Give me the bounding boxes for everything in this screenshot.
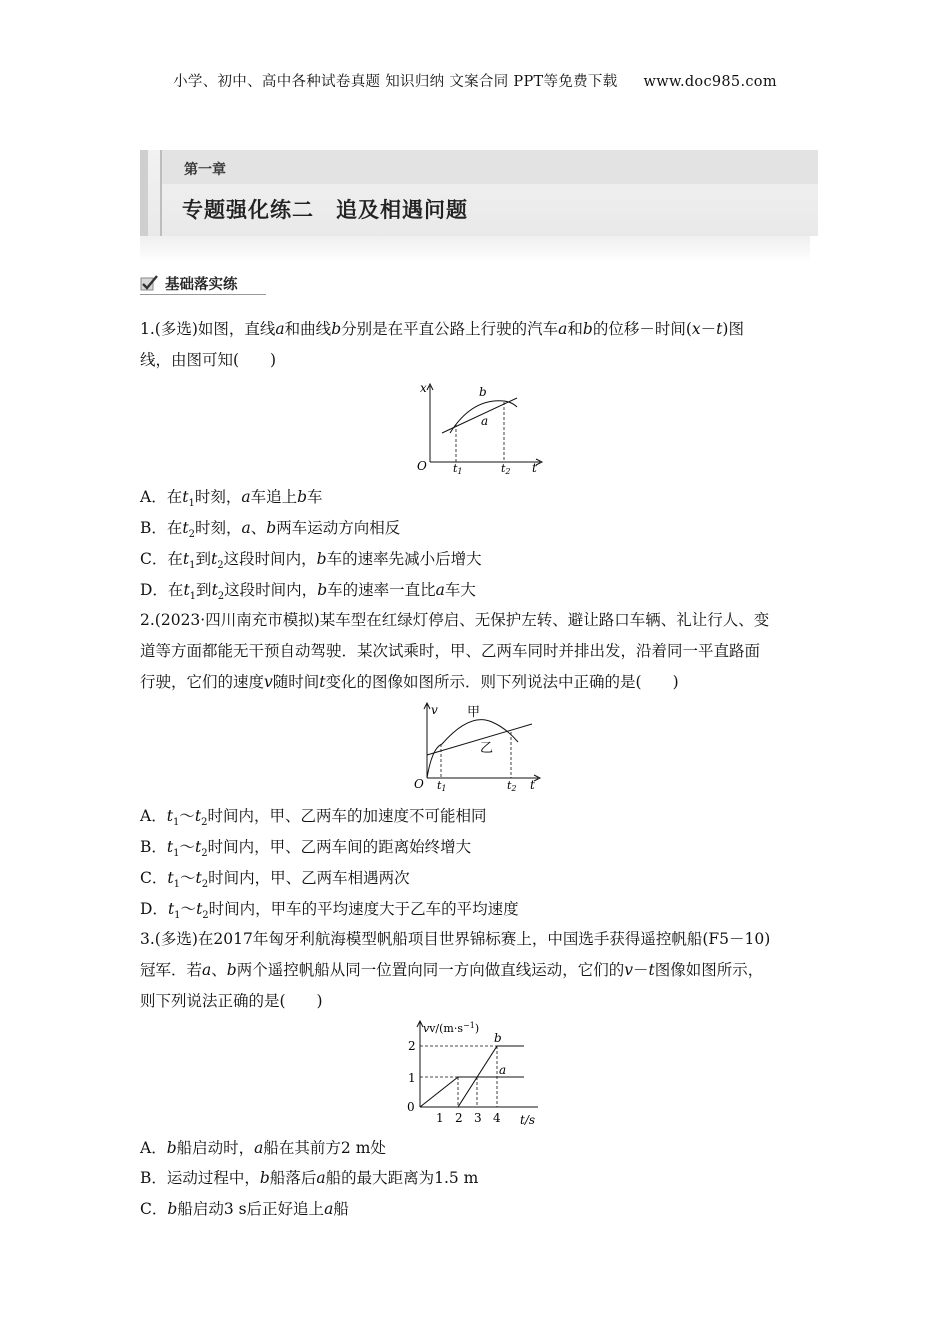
q3-line-b-label: b [494, 1031, 502, 1045]
q1-option-a[interactable]: A．在$t_1$时刻，a车追上b车 [140, 488, 323, 510]
q2-jia-label: 甲 [467, 705, 481, 720]
q1-origin: O [417, 459, 427, 473]
site-link[interactable]: www.doc985.com [643, 74, 777, 90]
q3-x-tick-4: 4 [493, 1111, 501, 1125]
q1-curve-b-label: b [479, 385, 487, 399]
q1-t1-label: t1 [453, 462, 463, 474]
section-label: 基础落实练 [165, 276, 238, 293]
banner-text: 小学、初中、高中各种试卷真题 知识归纳 文案合同 PPT等免费下载 [173, 74, 618, 90]
q1-stem: 1.(多选)如图，直线a和曲线b分别是在平直公路上行驶的汽车a和b的位移－时间(x－t)图 线，由图可知( ) [140, 320, 744, 369]
q3-line-a [420, 1077, 524, 1107]
q3-y-tick-0: 0 [407, 1100, 415, 1114]
q2-option-a[interactable]: A．$t_1\sim t_2$时间内，甲、乙两车的加速度不可能相同 [140, 807, 487, 829]
chapter-heading-box [140, 150, 818, 236]
q3-y-tick-2: 2 [408, 1039, 416, 1053]
q1-t-axis-label: t [532, 461, 537, 474]
q2-origin: O [414, 777, 424, 791]
chapter-title-b: 追及相遇问题 [336, 198, 468, 222]
q2-t-axis-label: t [530, 778, 535, 792]
q2-t2-label: t2 [507, 779, 517, 793]
checkbox-check-icon [140, 275, 158, 291]
section-heading [140, 272, 266, 295]
chapter-label: 第一章 [184, 162, 226, 178]
q2-option-b[interactable]: B．$t_1\sim t_2$时间内，甲、乙两车间的距离始终增大 [140, 838, 472, 860]
q3-x-tick-2: 2 [455, 1111, 463, 1125]
q3-option-c[interactable]: C．b船启动3 s后正好追上a船 [140, 1200, 349, 1218]
q1-xt-graph [412, 378, 547, 474]
q1-option-d[interactable]: D．在$t_1$到$t_2$这段时间内，b车的速率一直比a车大 [140, 581, 476, 603]
q3-line-a-label: a [499, 1063, 507, 1077]
q3-y-axis-label: $vv/(m\cdot s^{-1})$ [423, 1021, 480, 1035]
q2-option-d[interactable]: D．$t_1\sim t_2$时间内，甲车的平均速度大于乙车的平均速度 [140, 900, 519, 922]
q1-line-a-label: a [481, 414, 489, 428]
q3-vt-graph [402, 1018, 547, 1128]
q2-yi-label: 乙 [480, 741, 494, 756]
q1-t2-label: t2 [501, 462, 511, 474]
q2-v-axis-label: v [431, 703, 438, 717]
q2-vt-graph [410, 700, 545, 794]
q3-x-tick-1: 1 [436, 1111, 444, 1125]
chapter-title-a: 专题强化练二 [182, 198, 314, 222]
q2-stem: 2.(2023·四川南充市模拟)某车型在红绿灯停启、无保护左转、避让路口车辆、礼让行人、变 道等方面都能无干预自动驾驶．某次试乘时，甲、乙两车同时并排出发，沿着同一平直路面 行驶，它们的速度v随时间t变化的图像如图所示．则下列说法中正确的是( ) [140, 611, 770, 691]
q1-option-c[interactable]: C．在$t_1$到$t_2$这段时间内，b车的速率先减小后增大 [140, 550, 482, 572]
q3-y-tick-1: 1 [408, 1071, 416, 1085]
q3-option-b[interactable]: B．运动过程中，b船落后a船的最大距离为1.5 m [140, 1169, 479, 1187]
q3-x-axis-label: t/s [520, 1113, 536, 1127]
chapter-title [182, 194, 468, 224]
q1-x-axis-label: x [420, 381, 427, 395]
q1-option-b[interactable]: B．在$t_2$时刻，a、b两车运动方向相反 [140, 519, 401, 541]
page-header-banner [0, 70, 950, 91]
q2-option-c[interactable]: C．$t_1\sim t_2$时间内，甲、乙两车相遇两次 [140, 869, 410, 891]
q3-option-a[interactable]: A．b船启动时，a船在其前方2 m处 [140, 1139, 386, 1157]
q3-x-tick-3: 3 [474, 1111, 482, 1125]
q3-stem: 3.(多选)在2017年匈牙利航海模型帆船项目世界锦标赛上，中国选手获得遥控帆船(F5－10) 冠军．若a、b两个遥控帆船从同一位置向同一方向做直线运动，它们的v－t图像如图所示， 则下列说法正确的是( ) [140, 930, 771, 1010]
q2-t1-label: t1 [437, 779, 447, 793]
